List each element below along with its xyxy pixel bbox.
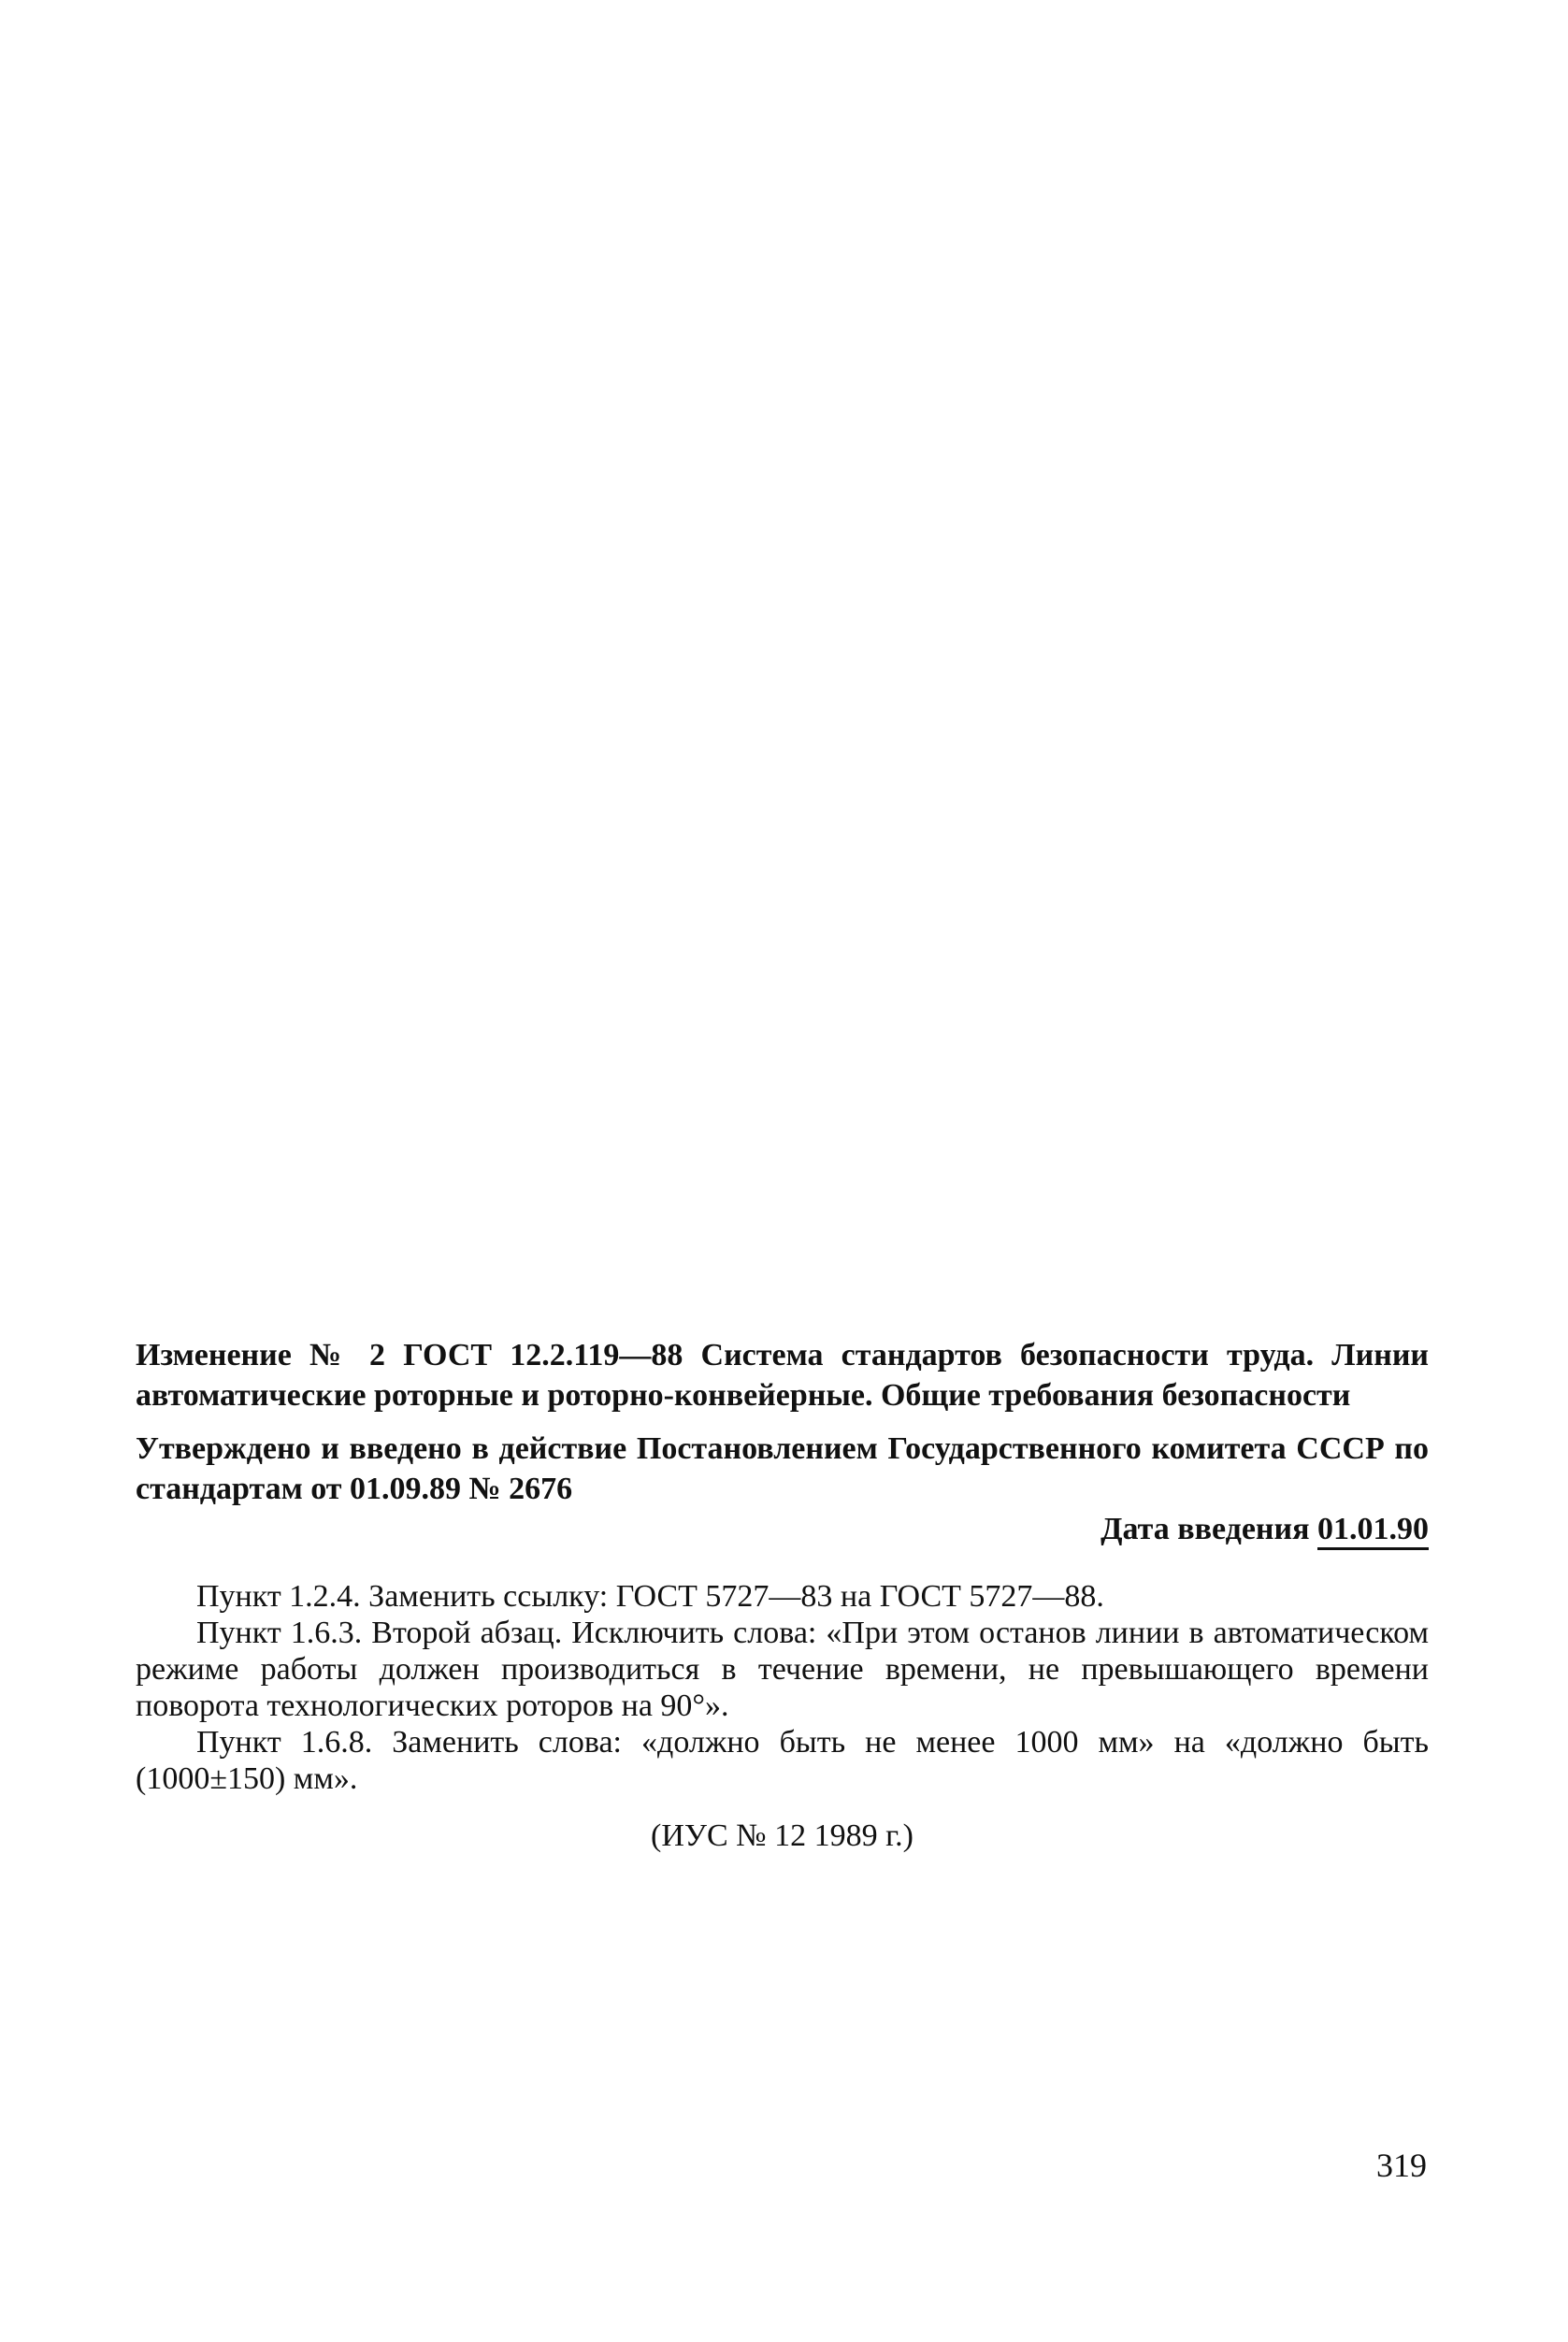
amendment-heading: Изменение № 2 ГОСТ 12.2.119—88 Система стандартов безопасности труда. Линии автоматические роторные и роторно-конвейерные. Общие требования безопасности — [136, 1338, 1429, 1413]
approval-statement: Утверждено и введено в действие Постановлением Государственного комитета СССР по стандартам от 01.09.89 № 2676 — [136, 1431, 1429, 1506]
effective-date-line — [136, 1509, 1429, 1550]
amendment-block — [136, 1335, 1429, 1855]
effective-date-value: 01.01.90 — [1317, 1512, 1429, 1550]
paragraph-1-2-4: Пункт 1.2.4. Заменить ссылку: ГОСТ 5727—83 на ГОСТ 5727—88. — [196, 1579, 1104, 1614]
ius-reference: (ИУС № 12 1989 г.) — [651, 1818, 913, 1853]
paragraph-1-6-3: Пункт 1.6.3. Второй абзац. Исключить слова: «При этом останов линии в автоматическом режиме работы должен производиться в течение времени, не превышающего времени поворота технологических роторов на 90°». — [136, 1616, 1429, 1723]
amendment-body — [136, 1578, 1429, 1797]
page-number: 319 — [1376, 2147, 1427, 2184]
effective-date-label: Дата введения — [1100, 1512, 1310, 1546]
paragraph-1-6-8: Пункт 1.6.8. Заменить слова: «должно быть не менее 1000 мм» на «должно быть (1000±150) мм». — [136, 1725, 1429, 1796]
